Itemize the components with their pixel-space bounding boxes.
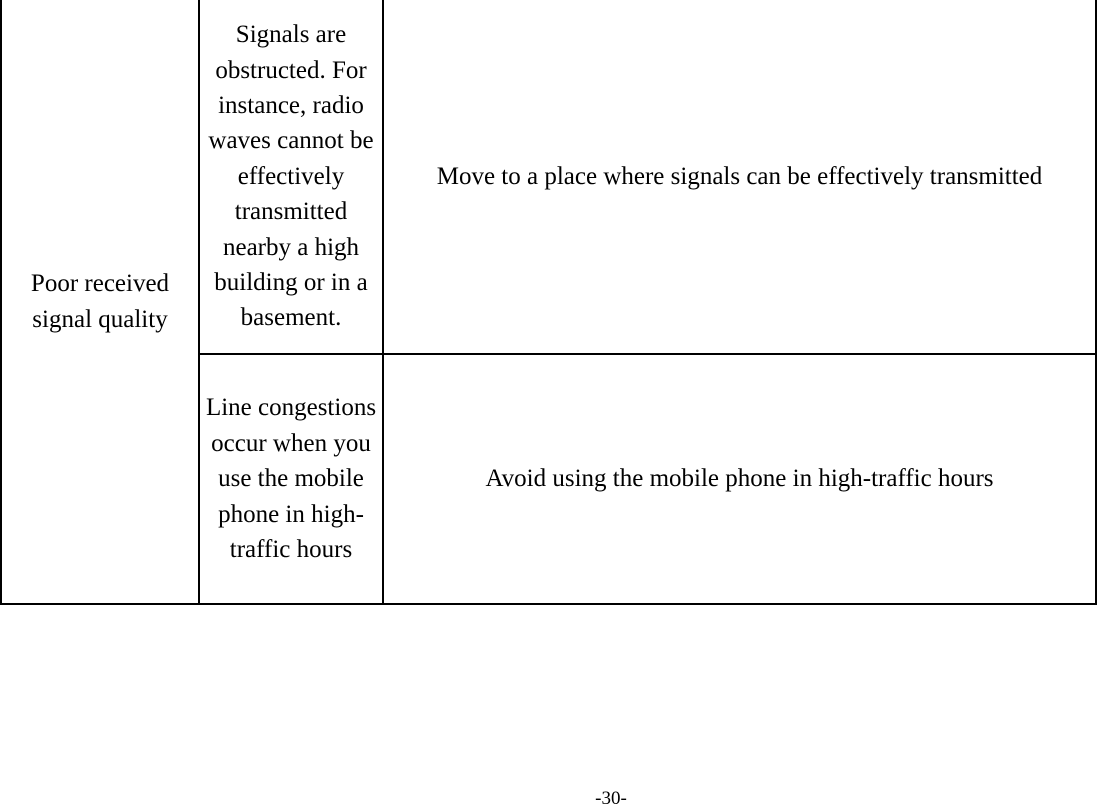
solution-cell: Avoid using the mobile phone in high-traffic hours xyxy=(383,354,1096,604)
cause-cell: Signals are obstructed. For instance, radio waves cannot be effectively transmitted nearby a high building or in a basement. xyxy=(199,0,383,354)
cause-cell: Line congestions occur when you use the mobile phone in high-traffic hours xyxy=(199,354,383,604)
solution-cell: Move to a place where signals can be effectively transmitted xyxy=(383,0,1096,354)
page-number: -30- xyxy=(595,788,627,809)
table-row xyxy=(1,0,1096,354)
problem-cell: Poor received signal quality xyxy=(1,0,199,604)
